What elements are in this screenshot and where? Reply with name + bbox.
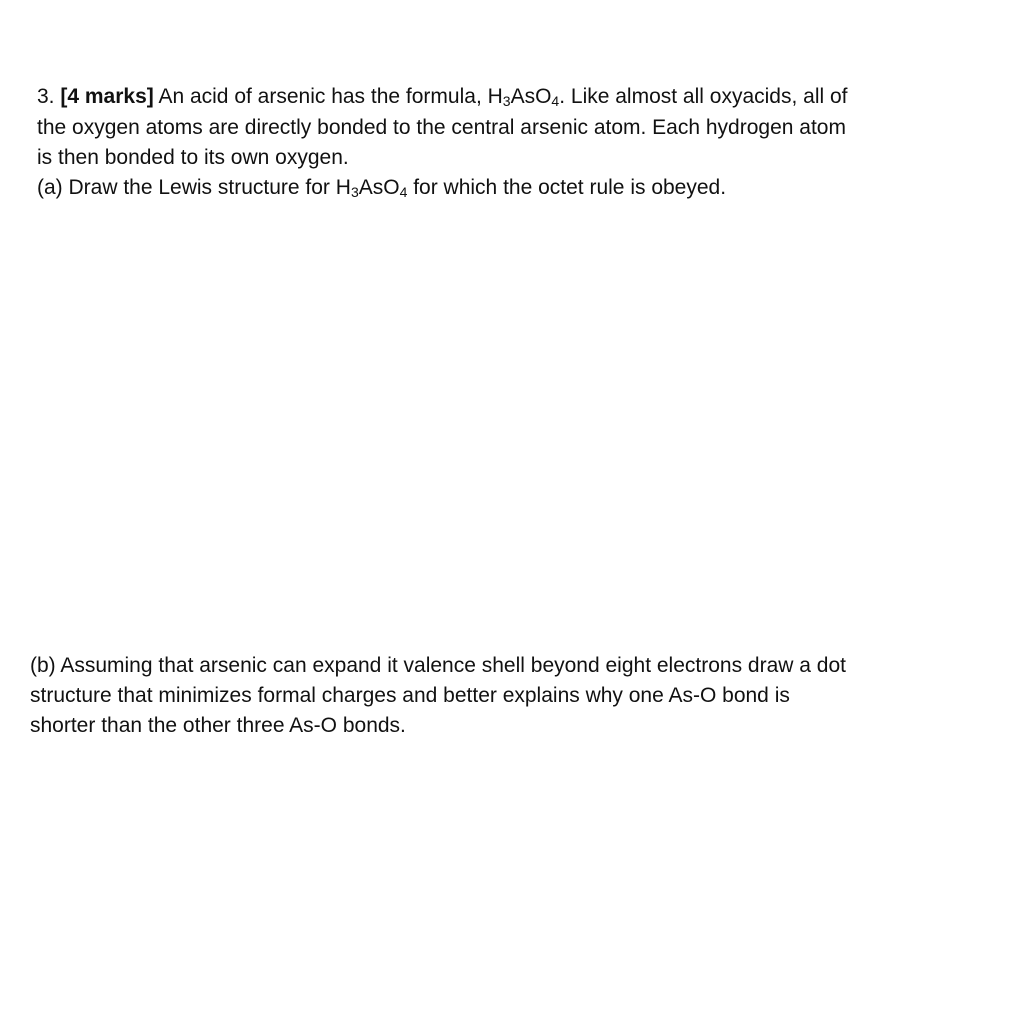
question-3-line-3: is then bonded to its own oxygen. <box>37 146 349 169</box>
part-b-line-2: structure that minimizes formal charges and better explains why one As-O bond is <box>30 684 790 707</box>
question-3-block <box>37 82 1012 204</box>
question-3-line-2: the oxygen atoms are directly bonded to the central arsenic atom. Each hydrogen atom <box>37 116 846 139</box>
part-a-formula-o-subscript: 4 <box>399 184 408 200</box>
formula-o-subscript: 4 <box>551 93 560 109</box>
marks-label: [4 marks] <box>60 85 154 108</box>
formula-h-subscript: 3 <box>502 93 511 109</box>
question-3-line-1 <box>37 82 1012 113</box>
part-a-prefix: (a) Draw the Lewis structure for <box>37 176 336 199</box>
question-3-intro-text: An acid of arsenic has the formula, <box>158 85 488 108</box>
formula-h: H <box>487 85 503 108</box>
part-a-formula-h-subscript: 3 <box>350 184 359 200</box>
part-a-suffix: for which the octet rule is obeyed. <box>407 176 727 199</box>
part-b-line-1: (b) Assuming that arsenic can expand it valence shell beyond eight electrons draw a dot <box>30 654 846 677</box>
question-3-line-1-rest: . Like almost all oxyacids, all of <box>559 85 848 108</box>
part-b-block <box>30 651 1005 741</box>
formula-aso: AsO <box>510 85 552 108</box>
part-a-formula-aso: AsO <box>358 176 400 199</box>
part-a-line <box>37 173 1012 204</box>
part-a-formula-h: H <box>335 176 351 199</box>
question-number: 3. <box>37 85 55 108</box>
part-b-line-3: shorter than the other three As-O bonds. <box>30 714 406 737</box>
